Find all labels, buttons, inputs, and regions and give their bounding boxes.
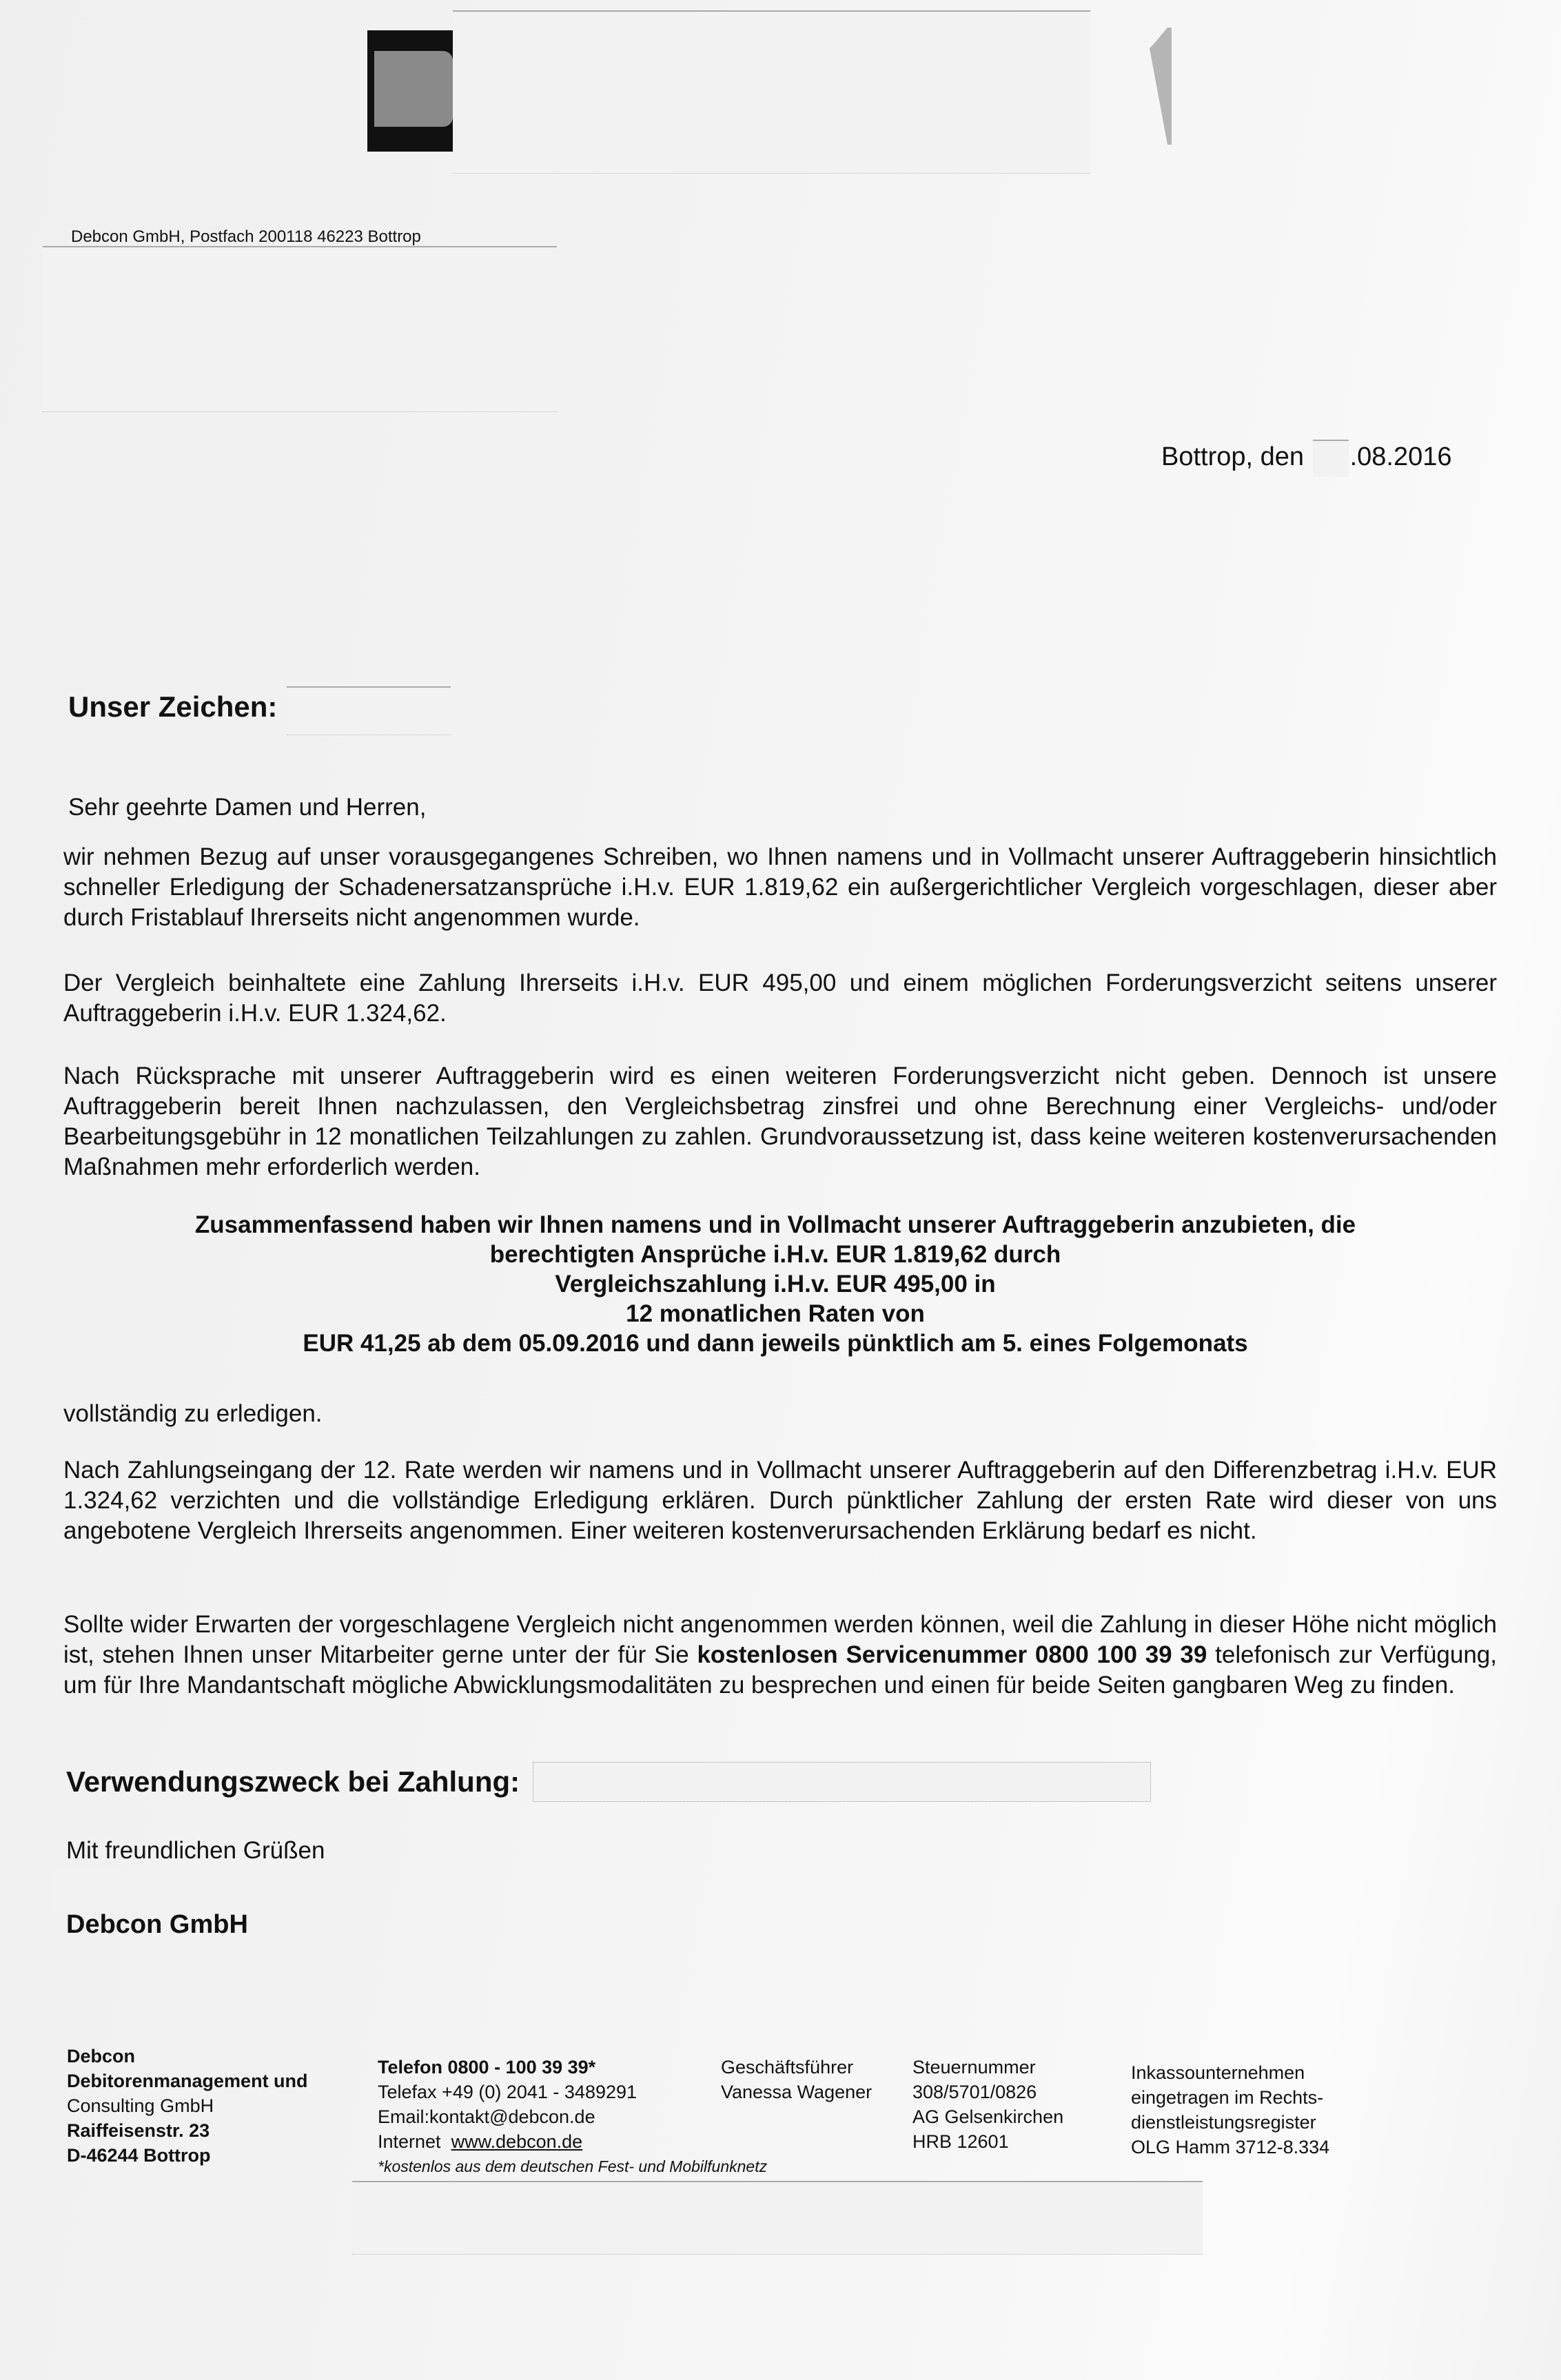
- paragraph-3: Nach Rücksprache mit unserer Auftraggeberin wird es einen weiteren Forderungsverzicht nicht geben. Dennoch ist unsere Auftraggeberin bereit Ihnen nachzulassen, den Vergleichsbetrag zinsfrei und ohne Berechnung einer Vergleichs- und/oder Bearbeitungsgebühr in 12 monatlichen Teilzahlungen zu zahlen. Grundvoraussetzung ist, dass keine weiteren kostenverursachenden Maßnahmen mehr erforderlich werden.: [63, 1063, 1497, 1180]
- footer-line: eingetragen im Rechts-: [1131, 2087, 1324, 2108]
- footer-registry: [1131, 2060, 1329, 2160]
- footer-line: Geschäftsführer: [721, 2057, 854, 2078]
- paragraph-5: [63, 1610, 1497, 1701]
- redacted-recipient-address: [43, 246, 557, 412]
- footer-email[interactable]: Email:kontakt@debcon.de: [378, 2106, 595, 2127]
- redacted-footer-box: [352, 2181, 1203, 2255]
- sender-line: Debcon GmbH, Postfach 200118 46223 Bottrop: [71, 227, 421, 246]
- footer-website-link[interactable]: www.debcon.de: [451, 2131, 583, 2152]
- paragraph-2: Der Vergleich beinhaltete eine Zahlung Ihrerseits i.H.v. EUR 495,00 und einem möglichen Forderungsverzicht seitens unserer Auftraggeberin i.H.v. EUR 1.324,62.: [63, 970, 1497, 1027]
- offer-summary: [103, 1210, 1447, 1358]
- footer-line: Inkassounternehmen: [1131, 2062, 1305, 2083]
- offer-close: vollständig zu erledigen.: [63, 1400, 323, 1427]
- redacted-reference: [287, 686, 451, 735]
- logo-check-mark: [1150, 28, 1170, 145]
- footer-line: AG Gelsenkirchen: [912, 2106, 1064, 2127]
- footer-line: Consulting GmbH: [67, 2095, 214, 2116]
- footer-line: Debcon: [67, 2046, 136, 2066]
- paragraph-1: wir nehmen Bezug auf unser vorausgegangenes Schreiben, wo Ihnen namens und in Vollmacht unserer Auftraggeberin hinsichtlich schneller Erledigung der Schadenersatzansprüche i.H.v. EUR 1.819,62 ein außergerichtlicher Vergleich vorgeschlagen, dieser aber durch Fristablauf Ihrerseits nicht angenommen wurde.: [63, 843, 1497, 931]
- footer-line: dienstleistungsregister: [1131, 2112, 1316, 2133]
- footer-internet-label: Internet: [378, 2131, 441, 2152]
- footer-contact: [378, 2055, 767, 2179]
- redacted-letterhead: [453, 10, 1090, 174]
- closing: Mit freundlichen Grüßen: [66, 1837, 325, 1864]
- footer-phone: Telefon 0800 - 100 39 39*: [378, 2057, 596, 2078]
- date-prefix: Bottrop, den: [1161, 442, 1305, 472]
- footer-line: OLG Hamm 3712-8.334: [1131, 2137, 1330, 2157]
- letter-date: [1161, 440, 1452, 477]
- offer-line: EUR 41,25 ab dem 05.09.2016 und dann jeweils pünktlich am 5. eines Folgemonats: [303, 1330, 1248, 1357]
- footer-tax: [912, 2055, 1063, 2154]
- footer-line: Debitorenmanagement und: [67, 2071, 308, 2091]
- footer-fax: Telefax +49 (0) 2041 - 3489291: [378, 2082, 637, 2102]
- payment-reference-label: Verwendungszweck bei Zahlung:: [66, 1765, 520, 1798]
- paragraph-5-text: Sollte wider Erwarten der vorgeschlagene Vergleich nicht angenommen werden können, weil die Zahlung in dieser Höhe nicht möglich ist, stehen Ihnen unser Mitarbeiter gerne unter der für Sie: [63, 1611, 1497, 1668]
- service-number: kostenlosen Servicenummer 0800 100 39 39: [697, 1641, 1207, 1668]
- salutation: Sehr geehrte Damen und Herren,: [68, 794, 427, 821]
- footer-company: [67, 2044, 308, 2168]
- footer-line: Raiffeisenstr. 23: [67, 2120, 210, 2141]
- signature-company: Debcon GmbH: [66, 1910, 248, 1939]
- footer-line: HRB 12601: [912, 2131, 1009, 2152]
- paragraph-5-text-end: telefonisch zur Verfügung, um für Ihre Mandantschaft mögliche Abwicklungsmodalitäten zu besprechen und einen für beide Seiten gangbaren Weg zu finden.: [63, 1641, 1497, 1699]
- offer-line: 12 monatlichen Raten von: [626, 1300, 925, 1327]
- footer-line: Vanessa Wagener: [721, 2082, 873, 2102]
- offer-line: Zusammenfassend haben wir Ihnen namens und in Vollmacht unserer Auftraggeberin anzubieten, die: [194, 1211, 1356, 1238]
- offer-line: Vergleichszahlung i.H.v. EUR 495,00 in: [555, 1271, 996, 1297]
- offer-line: berechtigten Ansprüche i.H.v. EUR 1.819,62 durch: [489, 1241, 1061, 1268]
- footer-note: *kostenlos aus dem deutschen Fest- und Mobilfunknetz: [378, 2157, 768, 2175]
- company-logo: [367, 30, 453, 152]
- footer-management: [721, 2055, 872, 2104]
- footer-line: D-46244 Bottrop: [67, 2145, 211, 2166]
- redacted-payment-reference: [533, 1762, 1151, 1802]
- paragraph-4: Nach Zahlungseingang der 12. Rate werden wir namens und in Vollmacht unserer Auftraggeberin auf den Differenzbetrag i.H.v. EUR 1.324,62 verzichten und die vollständige Erledigung erklären. Durch pünktlicher Zahlung der ersten Rate wird dieser von uns angebotene Vergleich Ihrerseits angenommen. Einer weiteren kostenverursachenden Erklärung bedarf es nicht.: [63, 1457, 1497, 1544]
- redacted-signature: [53, 1870, 370, 1909]
- date-suffix: .08.2016: [1349, 442, 1452, 472]
- footer-line: 308/5701/0826: [912, 2082, 1037, 2102]
- reference-label: Unser Zeichen:: [68, 690, 278, 723]
- footer-line: Steuernummer: [912, 2057, 1036, 2078]
- redacted-day: [1313, 440, 1349, 477]
